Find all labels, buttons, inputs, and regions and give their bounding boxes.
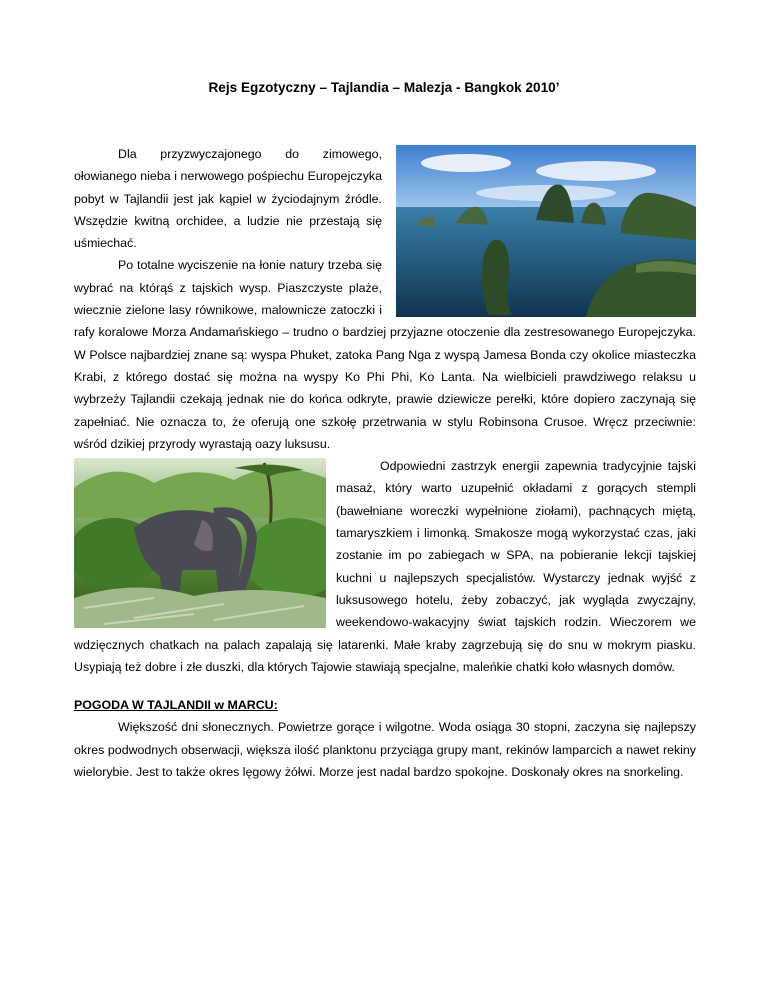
paragraph-1: Dla przyzwyczajonego do zimowego, ołowianego nieba i nerwowego pośpiechu Europejczyka pobyt w Tajlandii jest jak kąpiel w życiodajnym źródle. Wszędzie kwitną orchidee, a ludzie nie przestają się uśmiechać.: [74, 147, 382, 251]
paragraph-2: Po totalne wyciszenie na łonie natury trzeba się wybrać na którąś z tajskich wysp. Piaszczyste plaże, wiecznie zielone lasy równikowe, malownicze zatoczki i rafy koralowe Morza Andamańskiego – trudno o bardziej przyjazne otoczenie dla zestresowanego Europejczyka. W Polsce najbardziej znane są: wyspa Phuket, zatoka Pang Nga z wyspą Jamesa Bonda czy okolice miasteczka Krabi, z którego dostać się można na wyspy Ko Phi Phi, Ko Lanta. Na wielbicieli prawdziwego relaksu u wybrzeży Tajlandii czekają jednak nie do końca odkryte, prawie dziewicze perełki, które dopiero zaczynają się zapełniać. Nie oznacza to, że oferują one szkołę przetrwania w stylu Robinsona Crusoe. Wręcz przeciwnie: wśród dzikiej przyrody wyrastają oazy luksusu.: [74, 258, 696, 451]
document-title: Rejs Egzotyczny – Tajlandia – Malezja - Bangkok 2010’: [208, 80, 560, 95]
document-body: [74, 143, 696, 783]
elephant-photo: [74, 458, 326, 628]
weather-paragraph: Większość dni słonecznych. Powietrze gorące i wilgotne. Woda osiąga 30 stopni, zaczyna się najlepszy okres podwodnych obserwacji, większa ilość planktonu przyciąga grupy mant, rekinów lamparcich a nawet rekiny wielorybie. Jest to także okres lęgowy żółwi. Morze jest nadal bardzo spokojne. Doskonały okres na snorkeling.: [74, 720, 696, 780]
paragraph-3: Odpowiedni zastrzyk energii zapewnia tradycyjnie tajski masaż, który warto uzupełnić okładami z gorących stempli (bawełniane woreczki wypełnione ziołami), pachnących miętą, tamaryszkiem i limonką. Smakosze mogą wykorzystać czas, jaki zostanie im po zabiegach w SPA, na pobieranie lekcji tajskiej kuchni u najlepszych specjalistów. Wystarczy jednak wyjść z luksusowego hotelu, żeby zobaczyć, jak wygląda zwyczajny, weekendowo-wakacyjny świat tajskich rodzin. Wieczorem we wdzięcznych chatkach na palach zapalają się latarenki. Małe kraby zagrzebują się do snu w mokrym piasku. Usypiają też dobre i złe duszki, dla których Tajowie stawiają specjalne, maleńkie chatki koło własnych domów.: [74, 459, 696, 674]
bay-islands-photo: [396, 145, 696, 317]
weather-heading: POGODA W TAJLANDII w MARCU:: [74, 698, 278, 713]
